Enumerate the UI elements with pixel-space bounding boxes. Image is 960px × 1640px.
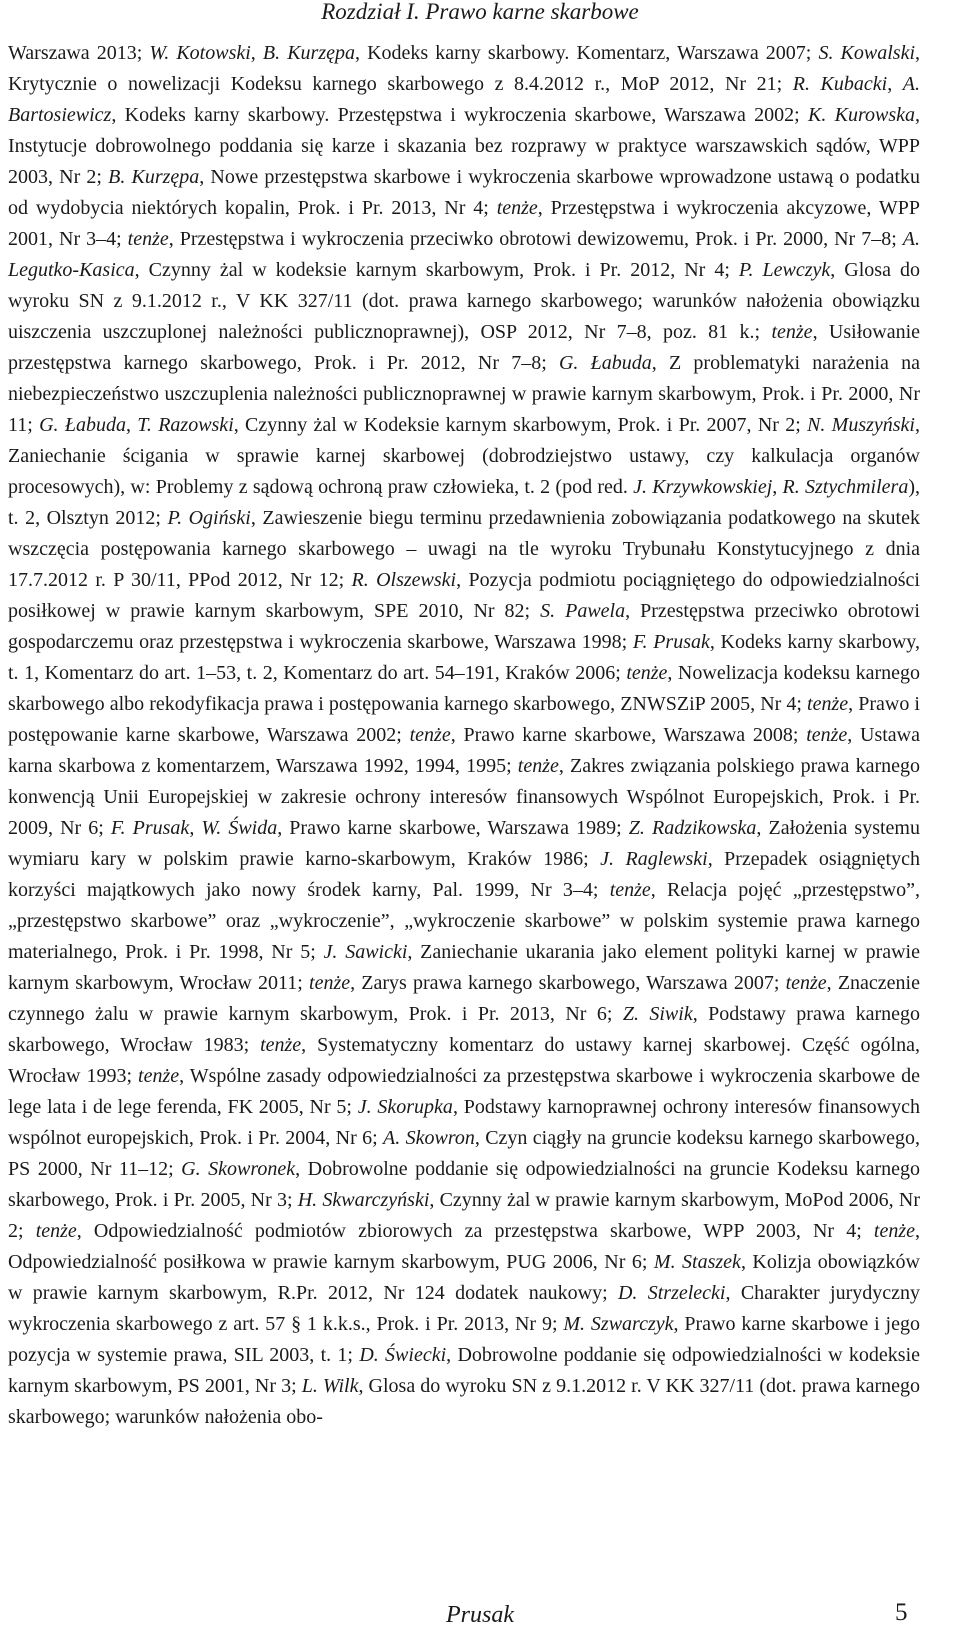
author-name: tenże [309, 972, 351, 994]
citation-text: , Założenia systemu wymiaru kary w polskim prawie karno-skarbowym, Kraków 1986; [8, 817, 920, 870]
author-name: G. Łabuda [558, 352, 652, 374]
citation-text: , Czynny żal w kodeksie karnym skarbowym, Prok. i Pr. 2012, Nr 4; [134, 259, 739, 281]
citation-text: , Zawieszenie biegu terminu przedawnienia zobowiązania podatkowego na skutek wszczęcia postępowania karnego skarbowego – uwagi na tle wyroku Trybunału Konstytucyjnego z dnia 17.7.2012 r. P 30/11, PPod 2012, Nr 12; [8, 507, 920, 591]
author-name: J. Skorupka [357, 1096, 453, 1118]
author-name: L. Wilk [301, 1375, 359, 1397]
author-name: W. Świda [201, 817, 278, 839]
citation-text: , Odpowiedzialność podmiotów zbiorowych za przestępstwa skarbowe, WPP 2003, Nr 4; [76, 1220, 874, 1242]
author-name: J. Krzywkowskiej [633, 476, 773, 498]
citation-text: , Zarys prawa karnego skarbowego, Warszawa 2007; [350, 972, 786, 994]
citation-text: , [189, 817, 202, 839]
author-name: R. Sztychmilera [782, 476, 909, 498]
author-name: S. Pawela [540, 600, 626, 622]
citation-text: , Kodeks karny skarbowy, t. 1, Komentarz do art. 1–53, t. 2, Komentarz do art. 54–191, Kraków 2006; [8, 631, 920, 684]
citation-text: , Podstawy karnoprawnej ochrony interesów finansowych wspólnot europejskich, Prok. i Pr. 2004, Nr 6; [8, 1096, 920, 1149]
author-name: H. Skwarczyński [297, 1189, 430, 1211]
author-name: tenże [609, 879, 651, 901]
author-name: B. Kurzępa [108, 166, 200, 188]
author-name: F. Prusak [632, 631, 710, 653]
author-name: N. Muszyński [807, 414, 915, 436]
citation-text: , Charakter jurydyczny wykroczenia skarbowego z art. 57 § 1 k.k.s., Prok. i Pr. 2013, Nr 9; [8, 1282, 920, 1335]
citation-text: , [250, 42, 263, 64]
author-name: Z. Siwik [622, 1003, 693, 1025]
citation-text: , Dobrowolne poddanie się odpowiedzialności na gruncie Kodeksu karnego skarbowego, Prok. i Pr. 2005, Nr 3; [8, 1158, 920, 1211]
author-name: tenże [626, 662, 668, 684]
citation-text: , [125, 414, 138, 436]
author-name: P. Ogiński [167, 507, 251, 529]
citation-text: , [772, 476, 783, 498]
author-name: tenże [771, 321, 813, 343]
author-name: P. Lewczyk [738, 259, 831, 281]
citation-text: , Podstawy prawa karnego skarbowego, Wrocław 1983; [8, 1003, 920, 1056]
author-name: Z. Radzikowska [628, 817, 757, 839]
author-name: tenże [785, 972, 827, 994]
running-header: Rozdział I. Prawo karne skarbowe [321, 0, 639, 24]
citation-text: , [887, 73, 903, 95]
citation-text: , Kolizja obowiązków w prawie karnym skarbowym, R.Pr. 2012, Nr 124 dodatek naukowy; [8, 1251, 920, 1304]
citation-text: , Zakres związania polskiego prawa karnego konwencją Unii Europejskiej w zakresie ochrony interesów finansowych Wspólnot Europejskich, Prok. i Pr. 2009, Nr 6; [8, 755, 920, 839]
citation-text: , Z problematyki narażenia na niebezpieczeństwo uszczuplenia należności publicznoprawnej w prawie karnym skarbowym, Prok. i Pr. 2000, Nr 11; [8, 352, 920, 436]
citation-text: ), t. 2, Olsztyn 2012; [8, 476, 921, 529]
author-name: R. Olszewski [351, 569, 457, 591]
citation-text: , Prawo karne skarbowe, Warszawa 1989; [277, 817, 629, 839]
citation-text: , Nowe przestępstwa skarbowe i wykroczenia skarbowe wprowadzone ustawą o podatku od wydobycia niektórych kopalin, Prok. i Pr. 2013, Nr 4; [8, 166, 920, 219]
citation-text: , Odpowiedzialność posiłkowa w prawie karnym skarbowym, PUG 2006, Nr 6; [8, 1220, 920, 1273]
author-name: tenże [496, 197, 538, 219]
citation-text: , Prawo i postępowanie karne skarbowe, Warszawa 2002; [8, 693, 920, 746]
author-name: tenże [873, 1220, 915, 1242]
citation-text: , Kodeks karny skarbowy. Komentarz, Warszawa 2007; [354, 42, 819, 64]
citation-text: , Czyn ciągły na gruncie kodeksu karnego skarbowego, PS 2000, Nr 11–12; [8, 1127, 920, 1180]
author-name: D. Strzelecki [617, 1282, 726, 1304]
citation-text: , Krytycznie o nowelizacji Kodeksu karnego skarbowego z 8.4.2012 r., MoP 2012, Nr 21; [8, 42, 920, 95]
citation-text: , Wspólne zasady odpowiedzialności za przestępstwa skarbowe i wykroczenia skarbowe de lege lata i de lege ferenda, FK 2005, Nr 5; [8, 1065, 920, 1118]
author-name: A. Legutko-Kasica [8, 228, 920, 281]
author-name: tenże [409, 724, 451, 746]
citation-text: Warszawa 2013; [8, 42, 150, 64]
citation-text: , Zaniechanie ukarania jako element polityki karnej w prawie karnym skarbowym, Wrocław 2011; [8, 941, 920, 994]
author-name: B. Kurzępa [262, 42, 355, 64]
author-name: tenże [127, 228, 169, 250]
citation-text: , Zaniechanie ścigania w sprawie karnej skarbowej (dobrodziejstwo ustawy, czy kalkulacja organów procesowych), w: Problemy z sądową ochroną praw człowieka, t. 2 (pod red. [8, 414, 920, 498]
author-name: W. Kotowski [149, 42, 251, 64]
author-name: tenże [807, 693, 849, 715]
author-name: tenże [138, 1065, 180, 1087]
citation-text: , Relacja pojęć „przestępstwo”, „przestępstwo skarbowe” oraz „wykroczenie”, „wykroczenie skarbowe” w polskim systemie prawa karnego materialnego, Prok. i Pr. 1998, Nr 5; [8, 879, 920, 963]
citation-text: , Prawo karne skarbowe, Warszawa 2008; [450, 724, 807, 746]
author-name: J. Sawicki [323, 941, 408, 963]
author-name: M. Szwarczyk [563, 1313, 674, 1335]
author-name: G. Łabuda [39, 414, 126, 436]
citation-text: , Glosa do wyroku SN z 9.1.2012 r., V KK 327/11 (dot. prawa karnego skarbowego; warunków nałożenia obowiązku uiszczenia uszczuplonej należności publicznoprawnej), OSP 2012, Nr 7–8, poz. 81 k.; [8, 259, 920, 343]
citation-text: , Nowelizacja kodeksu karnego skarbowego albo rekodyfikacja prawa i postępowania karnego skarbowego, ZNWSZiP 2005, Nr 4; [8, 662, 920, 715]
author-name: tenże [35, 1220, 77, 1242]
bibliography-paragraph [8, 38, 920, 1433]
author-name: D. Świecki [359, 1344, 447, 1366]
author-name: G. Skowronek [181, 1158, 296, 1180]
author-name: F. Prusak [110, 817, 190, 839]
citation-text: , Czynny żal w prawie karnym skarbowym, MoPod 2006, Nr 2; [8, 1189, 920, 1242]
citation-text: , Przepadek osiągniętych korzyści majątkowych jako nowy środek karny, Pal. 1999, Nr 3–4; [8, 848, 920, 901]
citation-text: , Znaczenie czynnego żalu w prawie karnym skarbowym, Prok. i Pr. 2013, Nr 6; [8, 972, 920, 1025]
author-name: tenże [260, 1034, 302, 1056]
citation-text: , Przestępstwa przeciwko obrotowi gospodarczemu oraz przestępstwa i wykroczenia skarbowe, Warszawa 1998; [8, 600, 920, 653]
author-name: S. Kowalski [818, 42, 915, 64]
author-name: K. Kurowska [807, 104, 915, 126]
citation-text: , Instytucje dobrowolnego poddania się karze i skazania bez rozprawy w praktyce warszawskich sądów, WPP 2003, Nr 2; [8, 104, 920, 188]
citation-text: , Glosa do wyroku SN z 9.1.2012 r. V KK 327/11 (dot. prawa karnego skarbowego; warunków nałożenia obo- [8, 1375, 920, 1428]
author-name: A. Skowron [383, 1127, 475, 1149]
footer-author: Prusak [446, 1602, 514, 1628]
author-name: J. Raglewski [600, 848, 708, 870]
author-name: tenże [806, 724, 848, 746]
citation-text: , Kodeks karny skarbowy. Przestępstwa i wykroczenia skarbowe, Warszawa 2002; [111, 104, 808, 126]
author-name: A. Bartosiewicz [8, 73, 921, 126]
citation-text: , Pozycja podmiotu pociągniętego do odpowiedzialności posiłkowej w prawie karnym skarbowym, SPE 2010, Nr 82; [8, 569, 920, 622]
citation-text: , Systematyczny komentarz do ustawy karnej skarbowej. Część ogólna, Wrocław 1993; [8, 1034, 920, 1087]
citation-text: , Dobrowolne poddanie się odpowiedzialności w kodeksie karnym skarbowym, PS 2001, Nr 3; [8, 1344, 920, 1397]
citation-text: , Czynny żal w Kodeksie karnym skarbowym, Prok. i Pr. 2007, Nr 2; [233, 414, 808, 436]
page-number: 5 [895, 1599, 908, 1626]
citation-text: , Ustawa karna skarbowa z komentarzem, Warszawa 1992, 1994, 1995; [8, 724, 921, 777]
author-name: T. Razowski [137, 414, 234, 436]
citation-text: , Prawo karne skarbowe i jego pozycja w systemie prawa, SIL 2003, t. 1; [8, 1313, 920, 1366]
author-name: R. Kubacki [792, 73, 888, 95]
citation-text: , Przestępstwa i wykroczenia przeciwko obrotowi dewizowemu, Prok. i Pr. 2000, Nr 7–8; [168, 228, 903, 250]
citation-text: , Przestępstwa i wykroczenia akcyzowe, WPP 2001, Nr 3–4; [8, 197, 920, 250]
citation-text: , Usiłowanie przestępstwa karnego skarbowego, Prok. i Pr. 2012, Nr 7–8; [8, 321, 921, 374]
author-name: tenże [517, 755, 559, 777]
author-name: M. Staszek [653, 1251, 741, 1273]
